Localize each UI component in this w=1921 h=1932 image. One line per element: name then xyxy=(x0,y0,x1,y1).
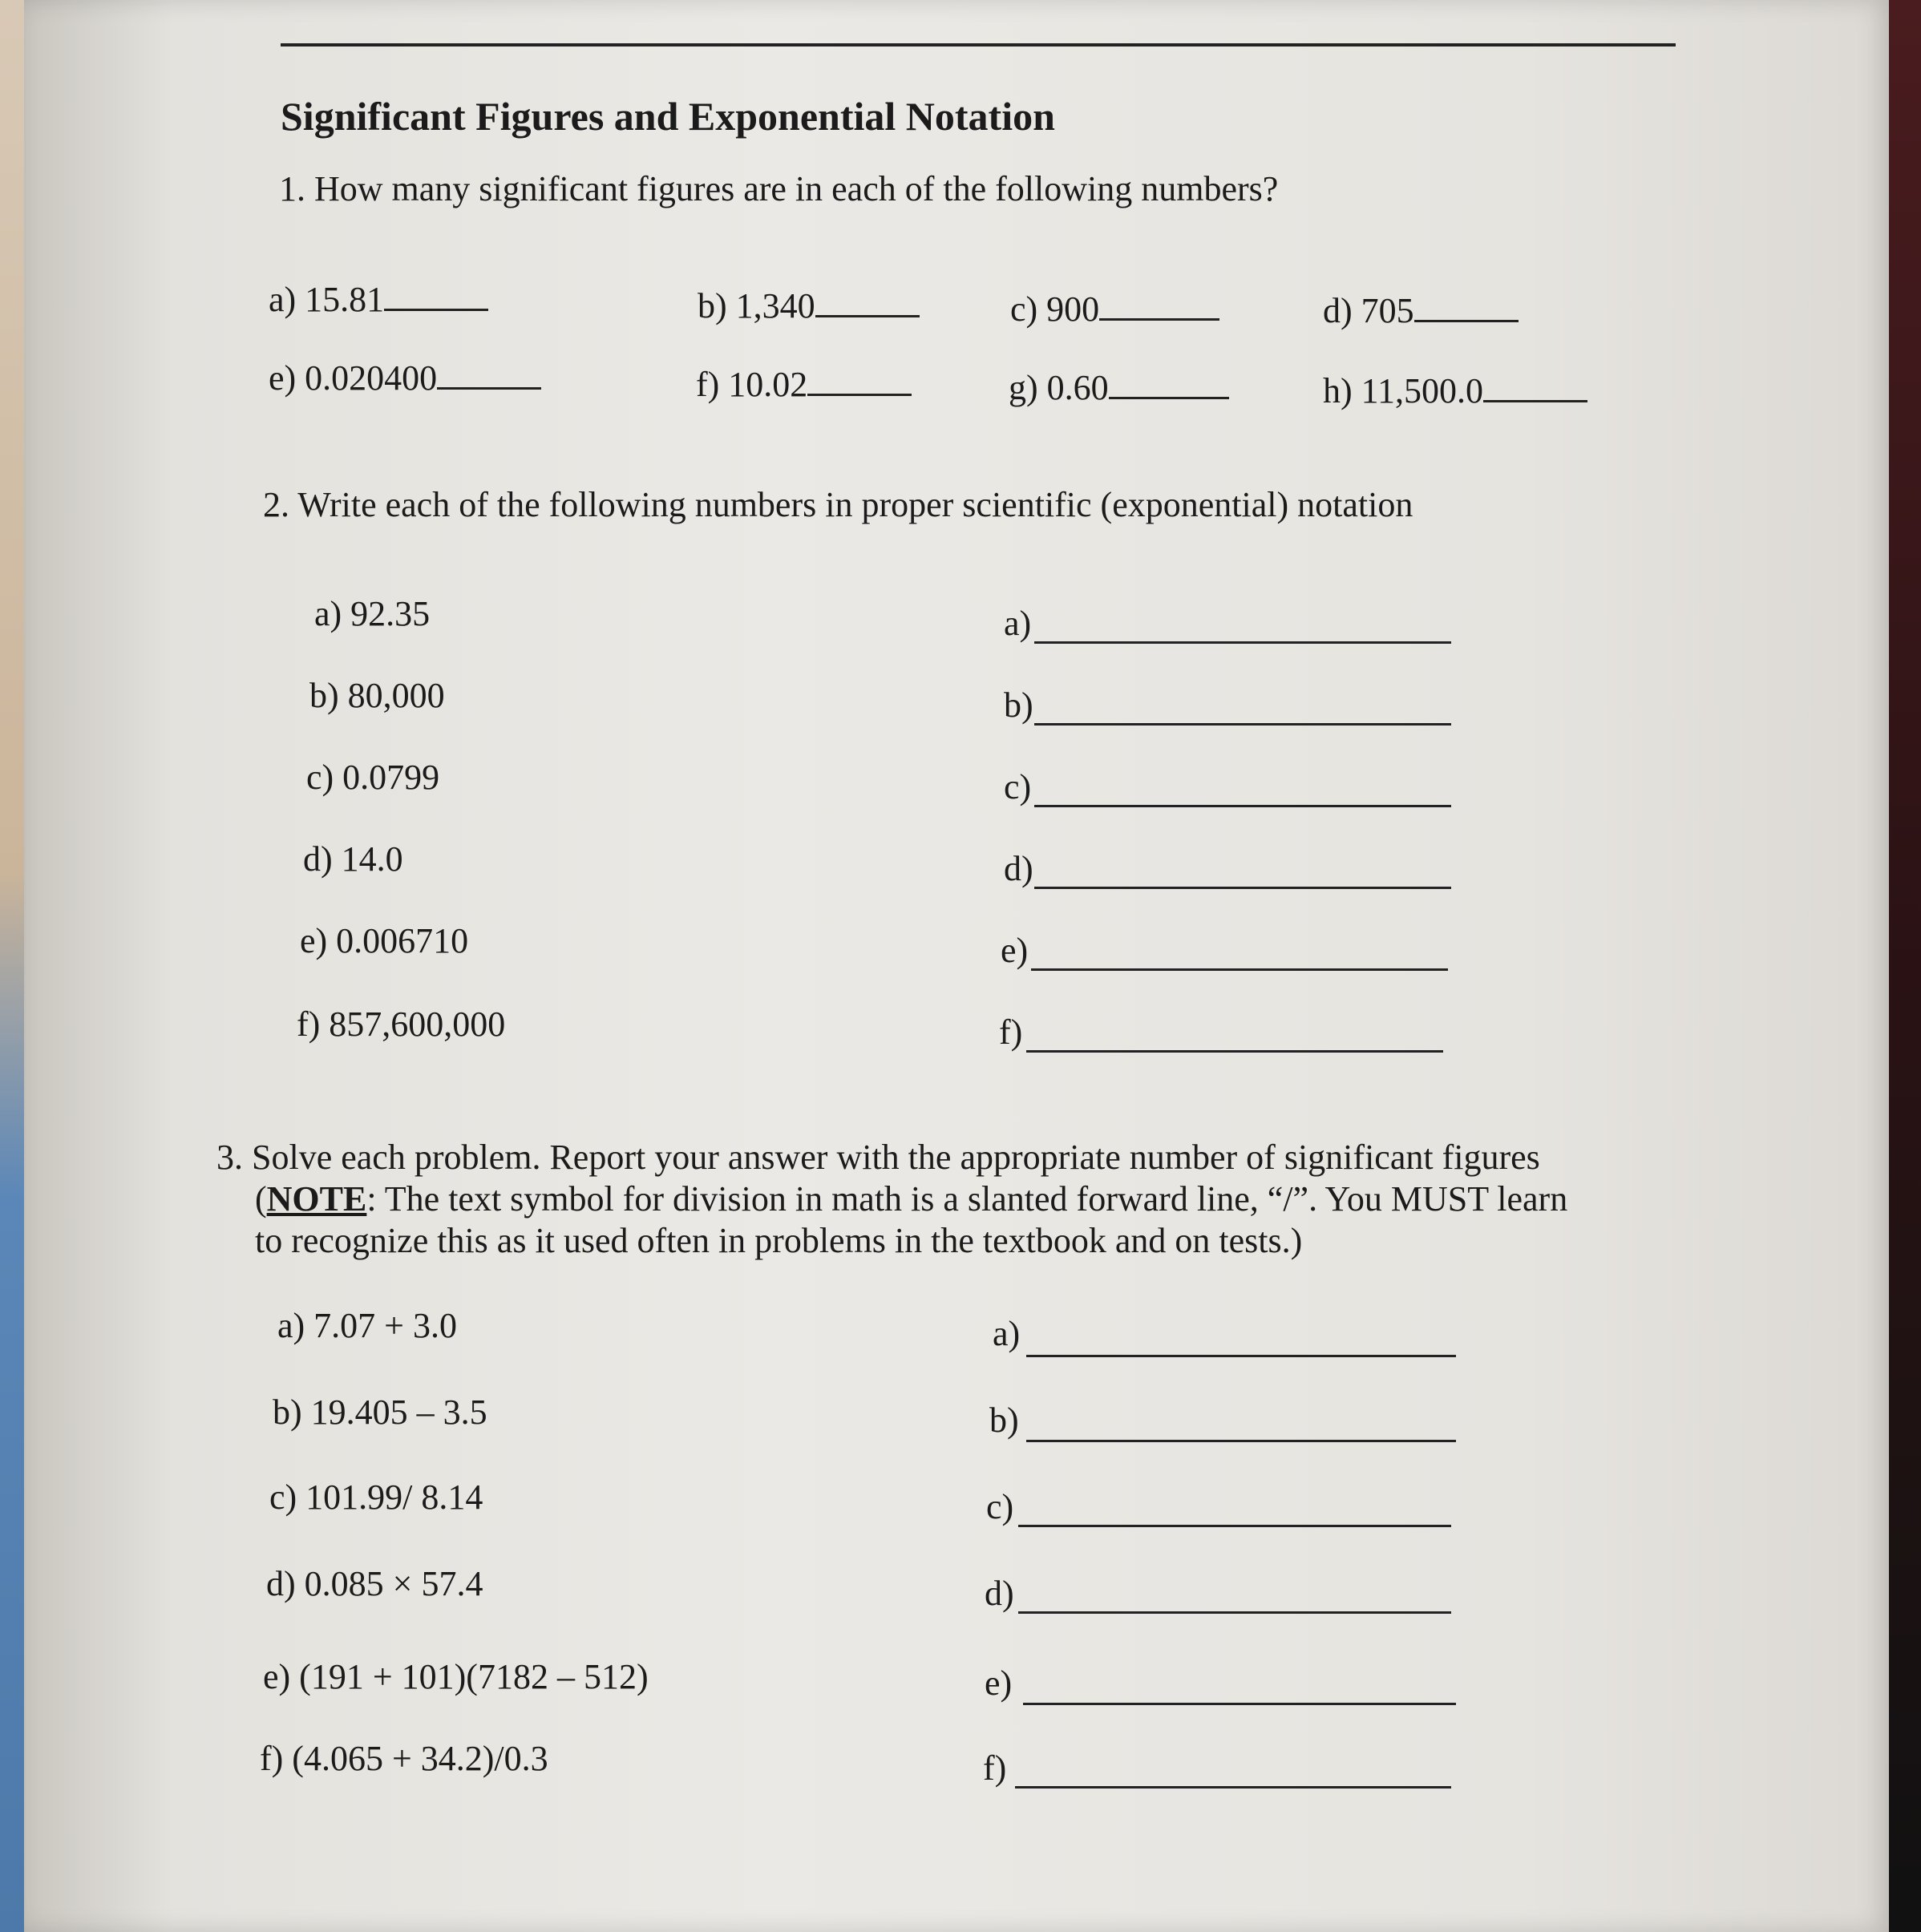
q1-item-d xyxy=(1323,293,1519,329)
q3-answer-b-label: b) xyxy=(989,1400,1019,1440)
q1-item-d-label: d) 705 xyxy=(1323,291,1414,330)
q2-answer-d-line[interactable] xyxy=(1034,887,1451,889)
q3-answer-c-label: c) xyxy=(986,1487,1014,1526)
q3-answer-e-label: e) xyxy=(985,1663,1013,1703)
q2-answer-d-label: d) xyxy=(1004,849,1033,888)
q1-item-c xyxy=(1010,289,1219,329)
q3-answer-d-label: d) xyxy=(985,1574,1014,1613)
q1-item-a-blank[interactable] xyxy=(384,308,488,311)
q1-item-h-label: h) 11,500.0 xyxy=(1323,371,1484,410)
q1-item-e xyxy=(269,358,541,398)
q2-item-b-label: b) 80,000 xyxy=(309,676,445,715)
q2-prompt: 2. Write each of the following numbers in proper scientific (exponential) notation xyxy=(263,485,1413,524)
q1-item-e-blank[interactable] xyxy=(437,386,541,390)
q1-item-g-blank[interactable] xyxy=(1109,396,1229,399)
page-title: Significant Figures and Exponential Notation xyxy=(281,94,1055,139)
q1-item-g xyxy=(1009,370,1229,406)
q2-answer-a-label: a) xyxy=(1004,604,1032,643)
q2-answer-c-line[interactable] xyxy=(1034,805,1451,807)
q2-item-d-label: d) 14.0 xyxy=(303,839,403,879)
desk-background-right xyxy=(1889,0,1921,1932)
q2-answer-e-label: e) xyxy=(1001,931,1029,970)
q1-item-c-blank[interactable] xyxy=(1099,317,1219,321)
desk-background-left xyxy=(0,0,24,1932)
q1-item-f xyxy=(696,367,912,402)
q1-item-f-label: f) 10.02 xyxy=(696,365,808,404)
q1-prompt: 1. How many significant figures are in each of the following numbers? xyxy=(279,169,1279,208)
q3-answer-a-label: a) xyxy=(993,1314,1021,1353)
q2-item-e-label: e) 0.006710 xyxy=(300,921,469,960)
q3-note-open: ( xyxy=(255,1179,267,1219)
q1-item-a xyxy=(269,282,488,317)
q3-item-b-label: b) 19.405 – 3.5 xyxy=(273,1392,487,1432)
q3-answer-c-line[interactable] xyxy=(1018,1525,1451,1527)
worksheet-page xyxy=(24,0,1889,1932)
q1-item-b-blank[interactable] xyxy=(815,314,920,317)
q3-item-e-label: e) (191 + 101)(7182 – 512) xyxy=(263,1657,649,1696)
q3-item-c-label: c) 101.99/ 8.14 xyxy=(269,1477,483,1517)
q1-item-e-label: e) 0.020400 xyxy=(269,358,438,398)
q1-item-a-label: a) 15.81 xyxy=(269,280,385,319)
q3-note xyxy=(255,1177,1567,1221)
q3-prompt-line1: 3. Solve each problem. Report your answer with the appropriate number of significant figures xyxy=(216,1138,1540,1177)
q3-answer-f-line[interactable] xyxy=(1015,1786,1451,1789)
q2-answer-b-line[interactable] xyxy=(1034,723,1451,726)
q3-note-word: NOTE xyxy=(266,1179,367,1219)
q2-answer-f-line[interactable] xyxy=(1026,1050,1443,1053)
q3-answer-b-line[interactable] xyxy=(1026,1440,1456,1442)
q1-item-b-label: b) 1,340 xyxy=(698,286,815,325)
q3-answer-d-line[interactable] xyxy=(1018,1611,1451,1614)
q1-item-f-blank[interactable] xyxy=(807,393,912,396)
q1-item-h xyxy=(1323,371,1587,410)
q1-item-b xyxy=(698,286,920,325)
q2-answer-c-label: c) xyxy=(1004,767,1032,806)
q1-item-d-blank[interactable] xyxy=(1414,319,1519,322)
q3-note-rest: : The text symbol for division in math is a slanted forward line, “/”. You MUST learn xyxy=(366,1179,1568,1219)
q2-item-c-label: c) 0.0799 xyxy=(306,758,440,797)
q2-answer-a-line[interactable] xyxy=(1034,641,1451,644)
q1-item-h-blank[interactable] xyxy=(1483,399,1587,402)
q3-item-f-label: f) (4.065 + 34.2)/0.3 xyxy=(260,1739,548,1778)
q3-answer-f-label: f) xyxy=(983,1748,1007,1788)
q2-answer-f-label: f) xyxy=(999,1012,1023,1052)
q3-item-a-label: a) 7.07 + 3.0 xyxy=(277,1306,457,1345)
q1-item-c-label: c) 900 xyxy=(1010,289,1100,329)
q2-item-f-label: f) 857,600,000 xyxy=(297,1004,506,1044)
q2-answer-e-line[interactable] xyxy=(1031,968,1448,971)
q2-item-a-label: a) 92.35 xyxy=(314,594,431,633)
q3-item-d-label: d) 0.085 × 57.4 xyxy=(266,1564,483,1603)
q1-item-g-label: g) 0.60 xyxy=(1009,368,1109,407)
q3-answer-a-line[interactable] xyxy=(1026,1355,1456,1357)
q3-prompt-line3: to recognize this as it used often in problems in the textbook and on tests.) xyxy=(255,1221,1303,1260)
q2-answer-b-label: b) xyxy=(1004,685,1033,725)
q3-answer-e-line[interactable] xyxy=(1023,1703,1456,1705)
top-rule xyxy=(281,43,1676,46)
